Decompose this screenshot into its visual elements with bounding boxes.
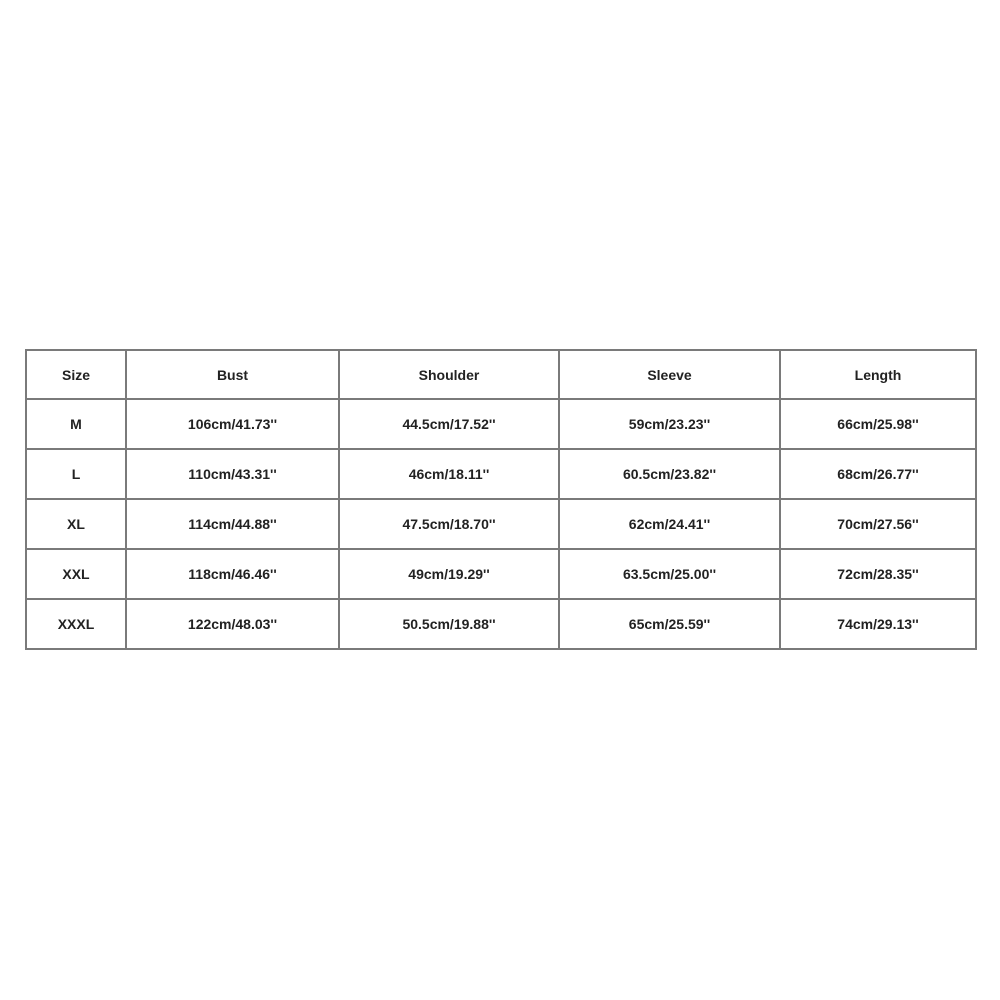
cell-shoulder: 47.5cm/18.70'' bbox=[339, 499, 559, 549]
cell-shoulder: 50.5cm/19.88'' bbox=[339, 599, 559, 649]
cell-length: 74cm/29.13'' bbox=[780, 599, 976, 649]
cell-size: XXL bbox=[26, 549, 126, 599]
header-bust: Bust bbox=[126, 350, 339, 399]
cell-length: 70cm/27.56'' bbox=[780, 499, 976, 549]
cell-size: XL bbox=[26, 499, 126, 549]
table-row bbox=[26, 449, 976, 499]
header-size: Size bbox=[26, 350, 126, 399]
table-row bbox=[26, 599, 976, 649]
cell-sleeve: 63.5cm/25.00'' bbox=[559, 549, 780, 599]
cell-bust: 110cm/43.31'' bbox=[126, 449, 339, 499]
header-sleeve: Sleeve bbox=[559, 350, 780, 399]
cell-sleeve: 62cm/24.41'' bbox=[559, 499, 780, 549]
cell-length: 68cm/26.77'' bbox=[780, 449, 976, 499]
cell-bust: 114cm/44.88'' bbox=[126, 499, 339, 549]
cell-shoulder: 44.5cm/17.52'' bbox=[339, 399, 559, 449]
cell-bust: 118cm/46.46'' bbox=[126, 549, 339, 599]
cell-bust: 122cm/48.03'' bbox=[126, 599, 339, 649]
cell-bust: 106cm/41.73'' bbox=[126, 399, 339, 449]
cell-length: 72cm/28.35'' bbox=[780, 549, 976, 599]
cell-sleeve: 59cm/23.23'' bbox=[559, 399, 780, 449]
header-length: Length bbox=[780, 350, 976, 399]
cell-length: 66cm/25.98'' bbox=[780, 399, 976, 449]
table-row bbox=[26, 499, 976, 549]
table-header-row bbox=[26, 350, 976, 399]
table-row bbox=[26, 399, 976, 449]
cell-sleeve: 65cm/25.59'' bbox=[559, 599, 780, 649]
cell-size: M bbox=[26, 399, 126, 449]
size-chart-table bbox=[25, 349, 977, 650]
cell-size: L bbox=[26, 449, 126, 499]
cell-size: XXXL bbox=[26, 599, 126, 649]
header-shoulder: Shoulder bbox=[339, 350, 559, 399]
table-row bbox=[26, 549, 976, 599]
cell-shoulder: 46cm/18.11'' bbox=[339, 449, 559, 499]
cell-sleeve: 60.5cm/23.82'' bbox=[559, 449, 780, 499]
cell-shoulder: 49cm/19.29'' bbox=[339, 549, 559, 599]
